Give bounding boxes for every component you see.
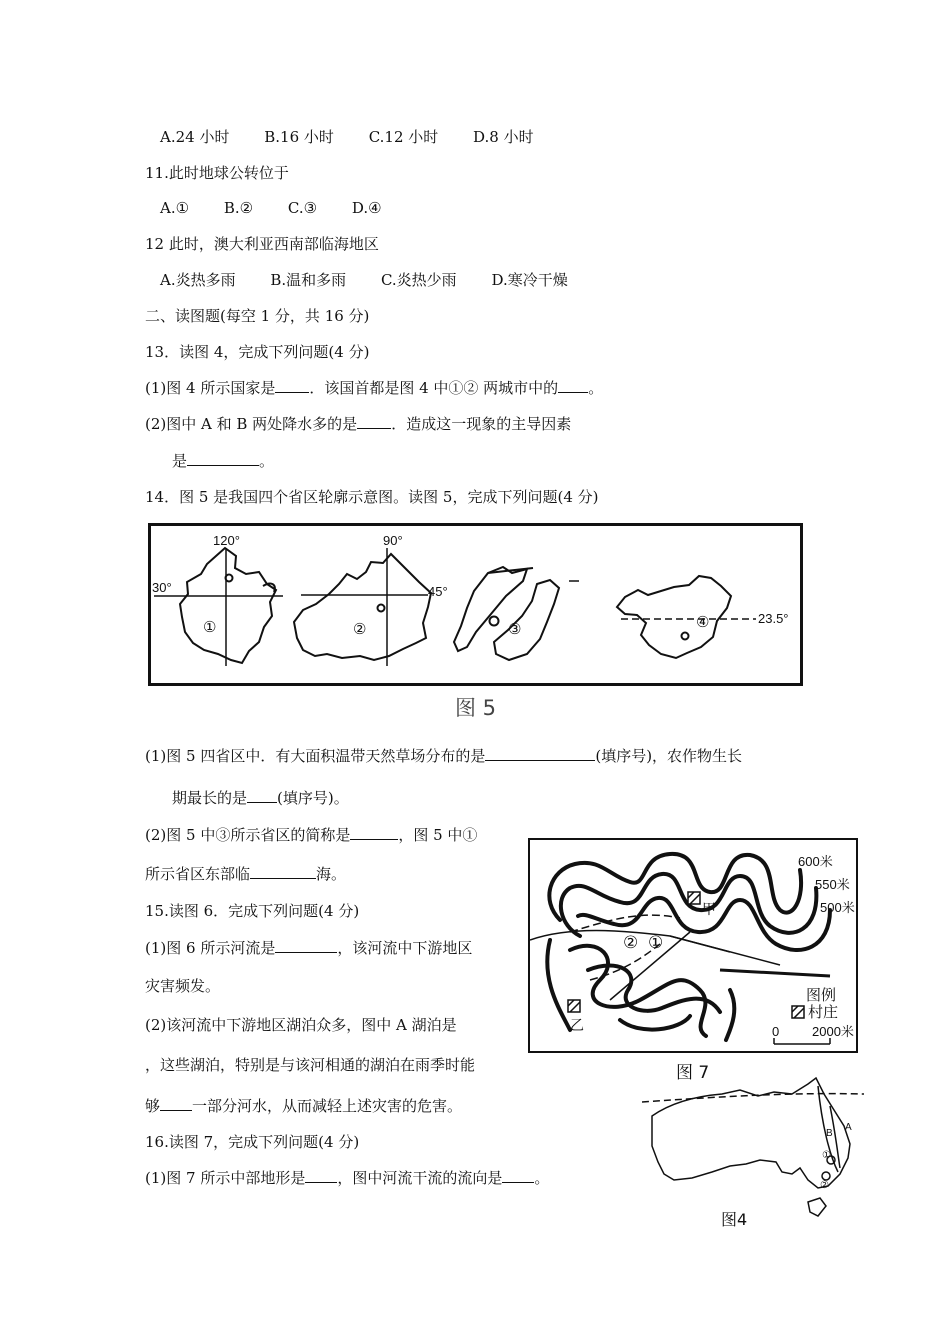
section-title: 二、读图题(每空 1 分，共 16 分) bbox=[145, 307, 370, 325]
q13-p2-text-b: ．造成这一现象的主导因素 bbox=[391, 415, 572, 433]
q15-p2-text-c: 够 bbox=[145, 1097, 161, 1115]
q12-option-d: D.寒冷干燥 bbox=[491, 271, 568, 289]
q15-stem: 15.读图 6．完成下列问题(4 分) bbox=[145, 902, 360, 920]
q13-p2-text-a: (2)图中 A 和 B 两处降水多的是 bbox=[145, 415, 358, 433]
legend-title: 图例 bbox=[806, 987, 837, 1004]
village-yi-icon bbox=[568, 1000, 580, 1012]
q15-part1-cont: 灾害频发。 bbox=[145, 977, 221, 995]
village-jia-label: 甲 bbox=[702, 901, 716, 917]
q11-option-c: C.③ bbox=[287, 199, 318, 217]
q15-part2-end bbox=[145, 1096, 462, 1116]
province-2-marker: ② bbox=[353, 621, 367, 638]
answer-blank[interactable] bbox=[160, 1096, 192, 1111]
q13-stem: 13．读图 4，完成下列问题(4 分) bbox=[145, 343, 370, 361]
figure-4-caption: 图4 bbox=[721, 1210, 748, 1229]
q11-options bbox=[160, 198, 412, 218]
q16-p1-text-b: ，图中河流干流的流向是 bbox=[337, 1169, 503, 1187]
figure-5-province-outlines bbox=[148, 523, 803, 686]
q10-option-b: B.16 小时 bbox=[264, 128, 334, 146]
q13-p2-text-c: 是 bbox=[172, 452, 188, 470]
q14-p2-text-a: (2)图 5 中③所示省区的简称是 bbox=[145, 826, 351, 844]
q12-options bbox=[160, 270, 598, 290]
q13-p2-text-d: 。 bbox=[259, 452, 275, 470]
label-120: 120° bbox=[213, 533, 240, 548]
label-90: 90° bbox=[383, 533, 403, 548]
q15-part2-cont: ，这些湖泊，特别是与该河相通的湖泊在雨季时能 bbox=[145, 1056, 476, 1074]
figure-4-australia-map bbox=[642, 1076, 864, 1226]
q14-p2-text-b: ，图 5 中① bbox=[398, 826, 478, 844]
answer-blank[interactable] bbox=[187, 451, 259, 466]
q14-p1-text-d: (填序号)。 bbox=[277, 789, 349, 807]
province-1-outline bbox=[180, 548, 276, 663]
city-2-label: ② bbox=[820, 1180, 829, 1191]
province-3-marker: ③ bbox=[508, 621, 522, 638]
figure-5-caption: 图 5 bbox=[455, 696, 497, 720]
legend-village-label: 村庄 bbox=[808, 1004, 839, 1021]
label-a: A bbox=[845, 1122, 852, 1133]
q10-option-a: A.24 小时 bbox=[160, 128, 230, 146]
tropic-line bbox=[642, 1094, 864, 1102]
answer-blank[interactable] bbox=[357, 414, 391, 429]
contour-label-600: 600米 bbox=[798, 854, 833, 869]
q13-part2 bbox=[145, 414, 571, 434]
province-1-marker: ① bbox=[203, 619, 217, 636]
q10-option-c: C.12 小时 bbox=[368, 128, 439, 146]
q14-part1 bbox=[145, 746, 742, 766]
answer-blank[interactable] bbox=[350, 825, 398, 840]
q14-p1-text-c: 期最长的是 bbox=[172, 789, 248, 807]
q14-p2-text-c: 所示省区东部临 bbox=[145, 865, 251, 883]
contour-label-550: 550米 bbox=[815, 877, 850, 892]
figure-4-drawing bbox=[642, 1076, 864, 1226]
label-45: 45° bbox=[428, 584, 448, 599]
figure-7-contour-map bbox=[528, 838, 858, 1053]
figure-7-drawing bbox=[530, 840, 856, 1051]
answer-blank[interactable] bbox=[247, 788, 277, 803]
answer-blank[interactable] bbox=[305, 1168, 337, 1183]
label-b: B bbox=[826, 1128, 833, 1139]
q12-option-b: B.温和多雨 bbox=[270, 271, 347, 289]
q13-p1-text-a: (1)图 4 所示国家是 bbox=[145, 379, 276, 397]
q16-p1-text-a: (1)图 7 所示中部地形是 bbox=[145, 1169, 306, 1187]
q15-part2: (2)该河流中下游地区湖泊众多，图中 A 湖泊是 bbox=[145, 1016, 457, 1034]
figure-7-caption: 图 7 bbox=[676, 1063, 710, 1083]
province-4-outline bbox=[617, 576, 731, 658]
province-4-marker: ④ bbox=[696, 614, 710, 631]
q12-option-c: C.炎热少雨 bbox=[380, 271, 457, 289]
q10-option-d: D.8 小时 bbox=[473, 128, 534, 146]
australia-coastline bbox=[652, 1078, 850, 1188]
answer-blank[interactable] bbox=[275, 378, 309, 393]
q13-p1-text-b: ．该国首都是图 4 中①② 两城市中的 bbox=[309, 379, 559, 397]
label-23-5: 23.5° bbox=[758, 611, 789, 626]
q16-p1-text-c: 。 bbox=[534, 1169, 550, 1187]
label-30: 30° bbox=[152, 580, 172, 595]
scale-2000: 2000米 bbox=[812, 1024, 854, 1039]
q14-p1-text-b: (填序号)，农作物生长 bbox=[595, 747, 743, 765]
q15-part1 bbox=[145, 938, 472, 958]
province-3-outline bbox=[454, 567, 527, 651]
village-yi-label: 乙 bbox=[570, 1017, 584, 1033]
scale-zero: 0 bbox=[772, 1024, 780, 1039]
q11-option-a: A.① bbox=[160, 199, 190, 217]
q16-part1 bbox=[145, 1168, 549, 1188]
province-2-outline bbox=[294, 554, 431, 660]
legend-village-icon bbox=[792, 1006, 804, 1018]
q13-part1 bbox=[145, 378, 603, 398]
figure-5-drawing bbox=[151, 526, 800, 683]
village-jia-icon bbox=[688, 892, 700, 904]
marker-2: ② bbox=[623, 933, 639, 952]
answer-blank[interactable] bbox=[502, 1168, 534, 1183]
q14-part1-cont bbox=[172, 788, 349, 808]
q14-part2-cont bbox=[145, 864, 346, 884]
q11-stem: 11.此时地球公转位于 bbox=[145, 164, 289, 182]
q15-p1-text-a: (1)图 6 所示河流是 bbox=[145, 939, 276, 957]
q14-p2-text-d: 海。 bbox=[316, 865, 347, 883]
marker-1: ① bbox=[648, 933, 664, 952]
q14-part2 bbox=[145, 825, 477, 845]
q14-p1-text-a: (1)图 5 四省区中．有大面积温带天然草场分布的是 bbox=[145, 747, 486, 765]
city-1-label: ① bbox=[822, 1150, 831, 1161]
answer-blank[interactable] bbox=[558, 378, 588, 393]
answer-blank[interactable] bbox=[250, 864, 316, 879]
contour-label-500: 500米 bbox=[820, 900, 855, 915]
q14-stem: 14．图 5 是我国四个省区轮廓示意图。读图 5，完成下列问题(4 分) bbox=[145, 488, 599, 506]
q11-option-b: B.② bbox=[223, 199, 254, 217]
q15-p1-text-b: ，该河流中下游地区 bbox=[337, 939, 473, 957]
q15-p2-text-d: 一部分河水，从而减轻上述灾害的危害。 bbox=[192, 1097, 463, 1115]
answer-blank[interactable] bbox=[485, 746, 595, 761]
answer-blank[interactable] bbox=[275, 938, 337, 953]
q10-options bbox=[160, 127, 564, 147]
q12-option-a: A.炎热多雨 bbox=[160, 271, 236, 289]
q11-option-d: D.④ bbox=[351, 199, 382, 217]
q16-stem: 16.读图 7，完成下列问题(4 分) bbox=[145, 1133, 360, 1151]
q13-p1-text-c: 。 bbox=[588, 379, 604, 397]
q13-part2-cont bbox=[172, 451, 274, 471]
q12-stem: 12 此时，澳大利亚西南部临海地区 bbox=[145, 235, 379, 253]
